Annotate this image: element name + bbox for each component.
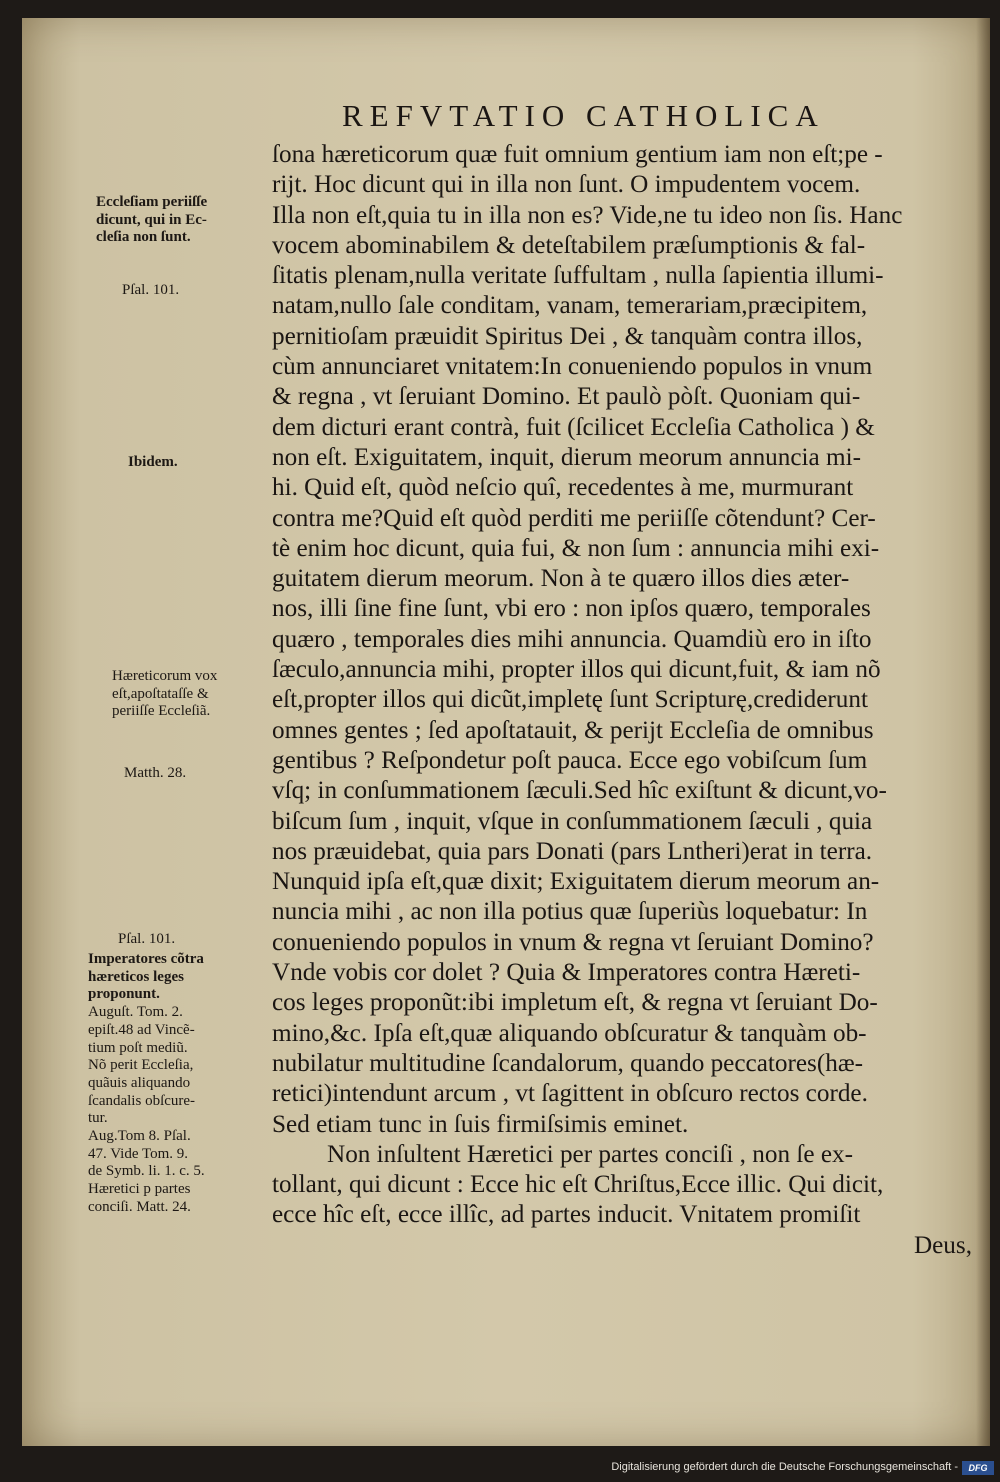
margin-note: Imperatores cõtra hæreticos leges proponunt. Auguſt. Tom. 2. epiſt.48 ad Vincẽ- tium poſt mediũ. Nõ perit Eccleſia, quãuis aliquando ſcandalis obſcure- tur. Aug.Tom 8. Pſal. 47. Vide Tom. 9. de Symb. li. 1. c. 5. Hæretici p partes conciſi. Matt. 24. <box>88 951 205 1215</box>
main-text <box>272 140 972 1261</box>
text-line: eſt,propter illos qui dicũt,impletę ſunt Scripturę,crediderunt <box>272 686 868 714</box>
text-line: nubilatur multitudine ſcandalorum, quando peccatores(hæ- <box>272 1049 864 1077</box>
dfg-logo: DFG <box>962 1461 994 1475</box>
text-line: biſcum ſum , inquit, vſque in conſummationem ſæculi , quia <box>272 807 873 835</box>
text-line: guitatem dierum meorum. Non à te quæro illos dies æter- <box>272 565 850 593</box>
digitization-footer <box>0 1446 1000 1482</box>
text-line: quæro , temporales dies mihi annuncia. Quamdiù ero in iſto <box>272 625 872 653</box>
text-line: conueniendo populos in vnum & regna vt ſeruiant Domino? <box>272 928 874 956</box>
text-line: Illa non eſt,quia tu in illa non es? Vide,ne tu ideo non ſis. Hanc <box>272 201 903 229</box>
text-line: hi. Quid eſt, quòd neſcio quî, recedentes à me, murmurant <box>272 474 854 502</box>
text-line: tè enim hoc dicunt, quia fui, & non ſum : annuncia mihi exi- <box>272 534 880 562</box>
catchword: Deus, <box>913 1231 972 1259</box>
text-line: ſona hæreticorum quæ fuit omnium gentium iam non eſt;pe - <box>272 141 883 168</box>
text-line: nos præuidebat, quia pars Donati (pars Lntheri)erat in terra. <box>272 837 873 865</box>
running-head: REFVTATIO CATHOLICA <box>342 98 825 133</box>
text-line: Vnde vobis cor dolet ? Quia & Imperatores contra Hæreti- <box>272 959 861 987</box>
text-line: nuncia mihi , ac non illa potius quæ ſuperiùs loquebatur: In <box>272 898 868 926</box>
text-line: dem dicturi erant contrà, fuit (ſcilicet Eccleſia Catholica ) & <box>272 413 875 441</box>
text-line: vocem abominabilem & deteſtabilem præſumptionis & fal- <box>272 231 866 259</box>
text-line: rijt. Hoc dicunt qui in illa non ſunt. O impudentem vocem. <box>272 171 861 199</box>
text-line: Non inſultent Hæretici per partes conciſi , non ſe ex- <box>327 1140 853 1168</box>
text-line: nos, illi ſine fine ſunt, vbi ero : non ipſos quæro, temporales <box>272 595 871 623</box>
margin-note: Hæreticorum vox eſt,apoſtataſſe & periiſſe Eccleſiã. <box>112 668 218 719</box>
text-line: ecce hîc eſt, ecce illîc, ad partes inducit. Vnitatem promiſit <box>272 1201 861 1229</box>
text-line: gentibus ? Reſpondetur poſt pauca. Ecce ego vobiſcum ſum <box>272 746 868 774</box>
text-line: Nunquid ipſa eſt,quæ dixit; Exiguitatem dierum meorum an- <box>272 868 880 896</box>
text-line: mino,&c. Ipſa eſt,quæ aliquando obſcuratur & tanquàm ob- <box>272 1019 867 1047</box>
text-line: natam,nullo ſale conditam, vanam, temerariam,præcipitem, <box>272 292 868 320</box>
text-line: pernitioſam præuidit Spiritus Dei , & tanquàm contra illos, <box>272 322 863 350</box>
text-line: omnes gentes ; ſed apoſtatauit, & perijt Eccleſia de omnibus <box>272 716 874 744</box>
text-line: contra me?Quid eſt quòd perditi me periiſſe cõtendunt? Cer- <box>272 504 876 532</box>
text-line: tollant, qui dicunt : Ecce hic eſt Chriſtus,Ecce illic. Qui dicit, <box>272 1171 884 1199</box>
text-line: ſitatis plenam,nulla veritate ſuffultam , nulla ſapientia illumi- <box>272 262 884 290</box>
text-line: cos leges proponũt:ibi impletum eſt, & regna vt ſeruiant Do- <box>272 989 878 1017</box>
margin-note: Eccleſiam periiſſe dicunt, qui in Ec- cleſia non ſunt. <box>96 194 208 245</box>
text-line: retici)intendunt arcum , vt ſagittent in obſcuro rectos corde. <box>272 1080 868 1108</box>
book-page <box>22 18 990 1446</box>
margin-note: Ibidem. <box>128 454 178 470</box>
margin-note: Matth. 28. <box>124 765 187 781</box>
text-line: vſq; in conſummationem ſæculi.Sed hîc exiſtunt & dicunt,vo- <box>272 777 887 805</box>
margin-note: Pſal. 101. <box>118 931 176 947</box>
text-line: ſæculo,annuncia mihi, propter illos qui dicunt,fuit, & iam nõ <box>272 656 881 684</box>
text-line: non eſt. Exiguitatem, inquit, dierum meorum annuncia mi- <box>272 443 861 471</box>
page-edge-shadow <box>976 18 990 1446</box>
margin-notes <box>22 18 282 1446</box>
margin-note: Pſal. 101. <box>122 282 180 298</box>
text-line: Sed etiam tunc in ſuis firmiſsimis eminet. <box>272 1110 689 1138</box>
text-line: & regna , vt ſeruiant Domino. Et paulò pòſt. Quoniam qui- <box>272 383 861 411</box>
footer-credit: Digitalisierung gefördert durch die Deutsche Forschungsgemeinschaft - <box>611 1461 958 1473</box>
text-line: cùm annunciaret vnitatem:In conueniendo populos in vnum <box>272 353 873 381</box>
